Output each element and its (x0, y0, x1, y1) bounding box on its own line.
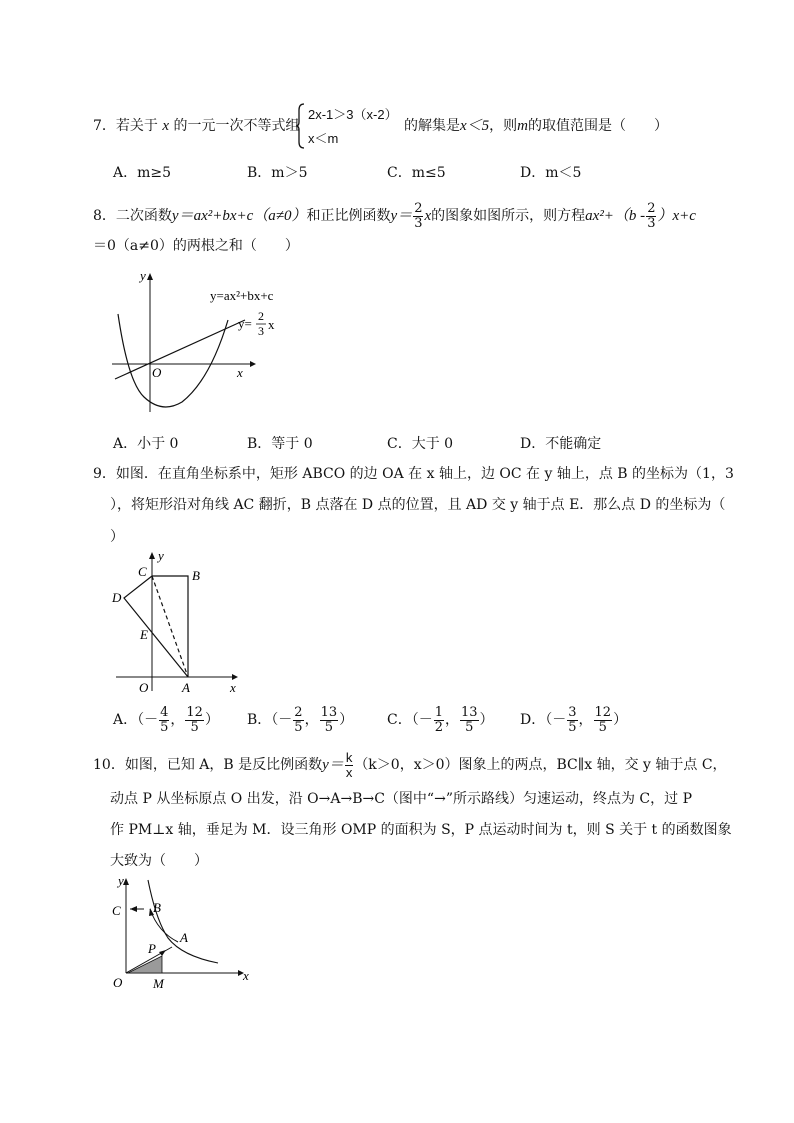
q9-a-neg: － (144, 712, 159, 728)
q9-d-n2: 12 (594, 704, 612, 720)
q8-fraction-2 (646, 202, 656, 231)
q7-option-c[interactable]: C．m≤5 (387, 165, 446, 181)
q7-text-a: 若关于 (115, 118, 158, 134)
q9-c-n1: 1 (434, 704, 443, 720)
q9-b-n1: 2 (294, 704, 303, 720)
q8-option-d[interactable]: D．不能确定 (520, 436, 602, 452)
q8-line-label-den: 3 (258, 324, 264, 338)
q10-frac-x: x (345, 764, 353, 780)
q9-c-end: ） (479, 712, 494, 728)
q10-y-arrow-icon (123, 878, 129, 885)
q9-d-letter: D．（ (520, 712, 553, 728)
q7-var-x: x (162, 118, 170, 134)
q7-system-line1: 2x-1＞3（x-2） (308, 107, 398, 122)
q9-b-frac2 (320, 706, 339, 735)
q9-a-letter: A．（ (113, 712, 145, 728)
q9-option-a[interactable] (113, 703, 219, 737)
q9-a-d1: 5 (160, 719, 169, 735)
q7-text-c: 的解集是 (404, 118, 460, 134)
q8-frac-num: 2 (414, 200, 423, 216)
q9-b-d1: 5 (294, 719, 303, 735)
q9-stem-line2: ），将矩形沿对角线 AC 翻折，B 点落在 D 点的位置，且 AD 交 y 轴于点 E．那么点 D 的坐标为（ (110, 497, 726, 513)
q9-d-n1: 3 (568, 704, 577, 720)
q8-equation-a: ax²+（b - (585, 208, 646, 224)
q10-arrow-3-icon (130, 906, 137, 912)
q8-y-arrow-icon (147, 273, 153, 280)
q8-origin-label: O (152, 365, 162, 380)
q8-stem-line2: ＝0（a≠0）的两根之和（ ） (93, 238, 299, 254)
q10-text-b: （k＞0，x＞0）图象上的两点，BC∥x 轴，交 y 轴于点 C， (354, 757, 727, 773)
q9-option-d[interactable] (520, 703, 627, 737)
q9-c-d2: 5 (465, 719, 474, 735)
q7-condition: x＜5 (460, 118, 490, 134)
q8-option-a[interactable]: A．小于 0 (113, 436, 179, 452)
q8-quadratic: y＝ax²+bx+c (171, 208, 254, 224)
q10-label-o: O (113, 975, 123, 990)
q8-text-a: 二次函数 (115, 208, 172, 224)
q8-line-label-x: x (268, 317, 275, 332)
q9-d-d1: 5 (568, 719, 577, 735)
q10-hyperbola (148, 880, 218, 963)
q8-condition: （a≠0） (253, 208, 307, 224)
q9-text-1: 如图．在直角坐标系中，矩形 ABCO 的边 OA 在 x 轴上，边 OC 在 y 轴上，点 B 的坐标为（1，3 (115, 466, 734, 482)
q9-b-sep: ， (304, 712, 319, 728)
q9-b-n2: 13 (320, 704, 338, 720)
q7-system-line2: x＜m (308, 131, 339, 146)
q8-parabola (118, 314, 228, 407)
q7-text-e: 的取值范围是（ ） (528, 118, 669, 134)
q9-folded-triangle (124, 576, 188, 677)
q8-stem-line1 (93, 199, 696, 233)
q9-d-neg: － (552, 712, 567, 728)
q9-a-d2: 5 (190, 719, 199, 735)
q8-line-label-y: y= (238, 316, 252, 331)
q10-label-p: P (148, 941, 156, 956)
q10-label-c: C (112, 903, 121, 918)
q8-option-c[interactable]: C．大于 0 (387, 436, 454, 452)
q7-text-d: ，则 (489, 118, 518, 134)
q9-label-e: E (140, 627, 148, 642)
q10-stem-line4: 大致为（ ） (110, 853, 208, 869)
q9-a-end: ） (204, 712, 219, 728)
q10-arrow-1-icon (159, 950, 166, 956)
q10-stem-line3: 作 PM⊥x 轴，垂足为 M．设三角形 OMP 的面积为 S，P 点运动时间为 t，则 S 关于 t 的函数图象 (110, 822, 732, 838)
q9-a-sep: ， (170, 712, 185, 728)
q9-a-n2: 12 (186, 704, 203, 720)
q9-a-frac2 (185, 706, 204, 735)
q10-figure (110, 872, 255, 997)
q8-line-label-num: 2 (258, 309, 264, 323)
q9-label-a: A (182, 680, 190, 695)
q9-label-y: y (158, 548, 164, 563)
q9-c-neg: － (418, 712, 433, 728)
q8-linear-y: y＝ (390, 208, 413, 224)
q9-b-letter: B．（ (247, 712, 279, 728)
q9-a-n1: 4 (160, 704, 169, 720)
q7-stem-2 (404, 116, 668, 136)
q9-c-frac1 (434, 706, 444, 735)
q10-shaded-triangle (128, 956, 162, 973)
q7-brace-icon (296, 102, 306, 150)
q10-number: 10． (93, 757, 125, 773)
q9-d-frac2 (594, 706, 613, 735)
q8-number: 8． (93, 208, 116, 224)
q8-fraction (413, 202, 423, 231)
q9-option-b[interactable] (247, 703, 353, 737)
q9-stem-line3: ） (110, 529, 124, 545)
q7-text-b: 的一元一次不等式组 (173, 118, 300, 134)
q9-b-neg: － (278, 712, 293, 728)
q10-stem-line1 (93, 748, 727, 782)
q9-figure (110, 546, 245, 698)
q8-text-c: 的图象如图所示，则方程 (431, 208, 586, 224)
q9-label-o: O (139, 680, 149, 695)
q9-number: 9． (93, 466, 116, 482)
q9-diagonal (152, 576, 188, 677)
q10-label-b: B (153, 900, 161, 915)
q8-frac-den: 3 (414, 215, 423, 231)
q8-equation-b: ）x+c (657, 208, 696, 224)
q9-label-b: B (192, 568, 200, 583)
q9-label-d: D (112, 590, 122, 605)
q9-b-end: ） (339, 712, 354, 728)
q9-d-end: ） (613, 712, 628, 728)
q9-c-n2: 13 (461, 704, 478, 720)
q10-text-a: 如图，已知 A，B 是反比例函数 (124, 757, 323, 773)
q8-frac2-num: 2 (647, 200, 656, 216)
q9-label-x: x (230, 680, 236, 695)
q10-label-a: A (180, 930, 188, 945)
q9-c-sep: ， (445, 712, 459, 728)
q10-frac-k: k (345, 749, 353, 765)
q8-line (115, 320, 245, 379)
q10-label-m: M (153, 976, 164, 991)
q8-frac2-den: 3 (647, 215, 656, 231)
q9-c-d1: 2 (434, 719, 443, 735)
q8-axis-x-label: x (237, 365, 243, 380)
q7-stem (93, 116, 300, 136)
q9-d-frac1 (567, 706, 577, 735)
q7-option-d[interactable]: D．m＜5 (520, 165, 582, 181)
q8-axis-y-label: y (140, 268, 146, 283)
q9-d-sep: ， (578, 712, 593, 728)
q10-func-y: y＝ (322, 757, 344, 773)
q8-parabola-label: y=ax²+bx+c (210, 288, 274, 303)
q9-d-d2: 5 (598, 719, 607, 735)
q8-option-b[interactable]: B．等于 0 (247, 436, 313, 452)
q9-label-c: C (138, 564, 147, 579)
q8-linear-x: x (424, 208, 432, 224)
q8-x-arrow-icon (250, 361, 256, 367)
q9-b-d2: 5 (324, 719, 333, 735)
q9-c-frac2 (460, 706, 479, 735)
q9-b-frac1 (293, 706, 303, 735)
q8-text-b: 和正比例函数 (306, 208, 391, 224)
q9-c-letter: C．（ (387, 712, 419, 728)
q10-fraction (345, 751, 354, 780)
q10-stem-line2: 动点 P 从坐标原点 O 出发，沿 O→A→B→C（图中“→”所示路线）匀速运动，终点为 C，过 P (110, 791, 693, 807)
q10-label-y: y (118, 873, 124, 888)
q7-number: 7． (93, 118, 116, 134)
q7-option-b[interactable]: B．m＞5 (247, 165, 308, 181)
q7-var-m: m (517, 118, 529, 134)
q9-option-c[interactable] (387, 703, 494, 737)
q10-label-x: x (243, 968, 249, 983)
q9-y-arrow-icon (149, 552, 155, 559)
q7-option-a[interactable]: A．m≥5 (113, 165, 172, 181)
q9-stem-line1 (93, 464, 734, 484)
q8-graph (110, 262, 290, 420)
q9-a-frac1 (159, 706, 169, 735)
